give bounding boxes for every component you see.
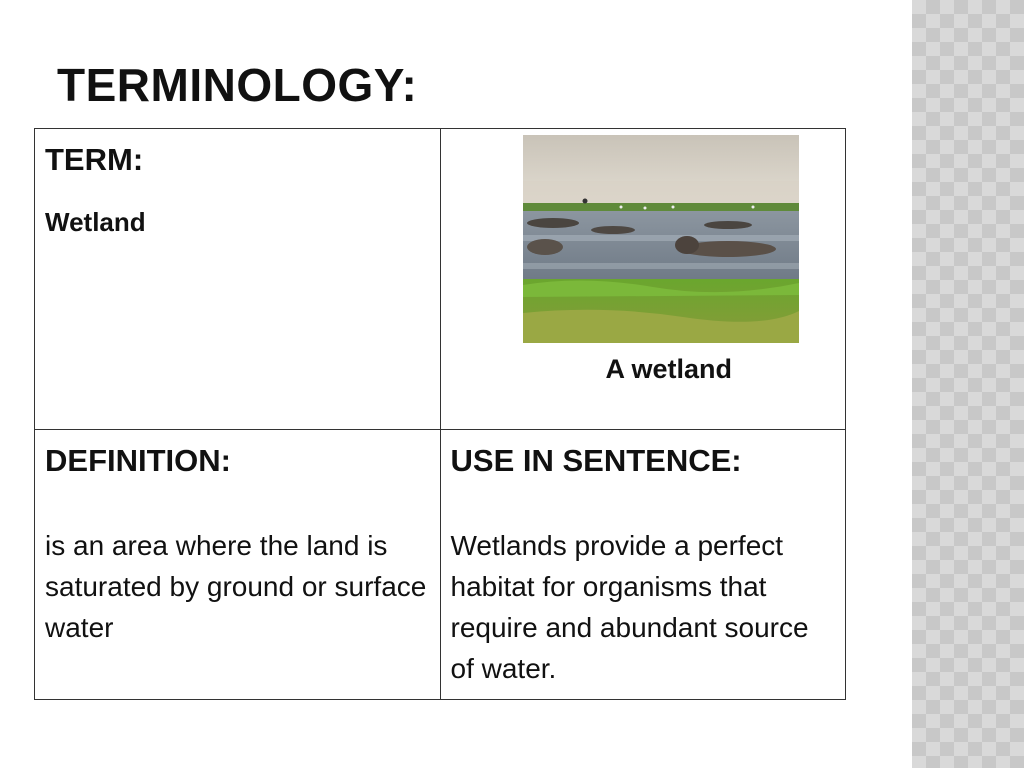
terminology-table [34, 128, 846, 700]
side-pattern-panel [912, 0, 1024, 768]
term-cell [35, 129, 441, 430]
table-row [35, 129, 846, 430]
term-label: TERM: [45, 142, 144, 177]
term-value: Wetland [45, 207, 146, 237]
definition-cell [35, 430, 441, 700]
wetland-photo [523, 135, 799, 343]
definition-text: is an area where the land is saturated by ground or surface water [45, 530, 427, 643]
sentence-cell [440, 430, 846, 700]
image-cell [440, 129, 846, 430]
table-row [35, 430, 846, 700]
sentence-text: Wetlands provide a perfect habitat for organisms that require and abundant source of water. [450, 530, 809, 684]
definition-label: DEFINITION: [45, 443, 231, 478]
image-caption: A wetland [605, 354, 732, 384]
sentence-label: USE IN SENTENCE: [450, 443, 742, 478]
page-title: TERMINOLOGY: [57, 59, 418, 111]
